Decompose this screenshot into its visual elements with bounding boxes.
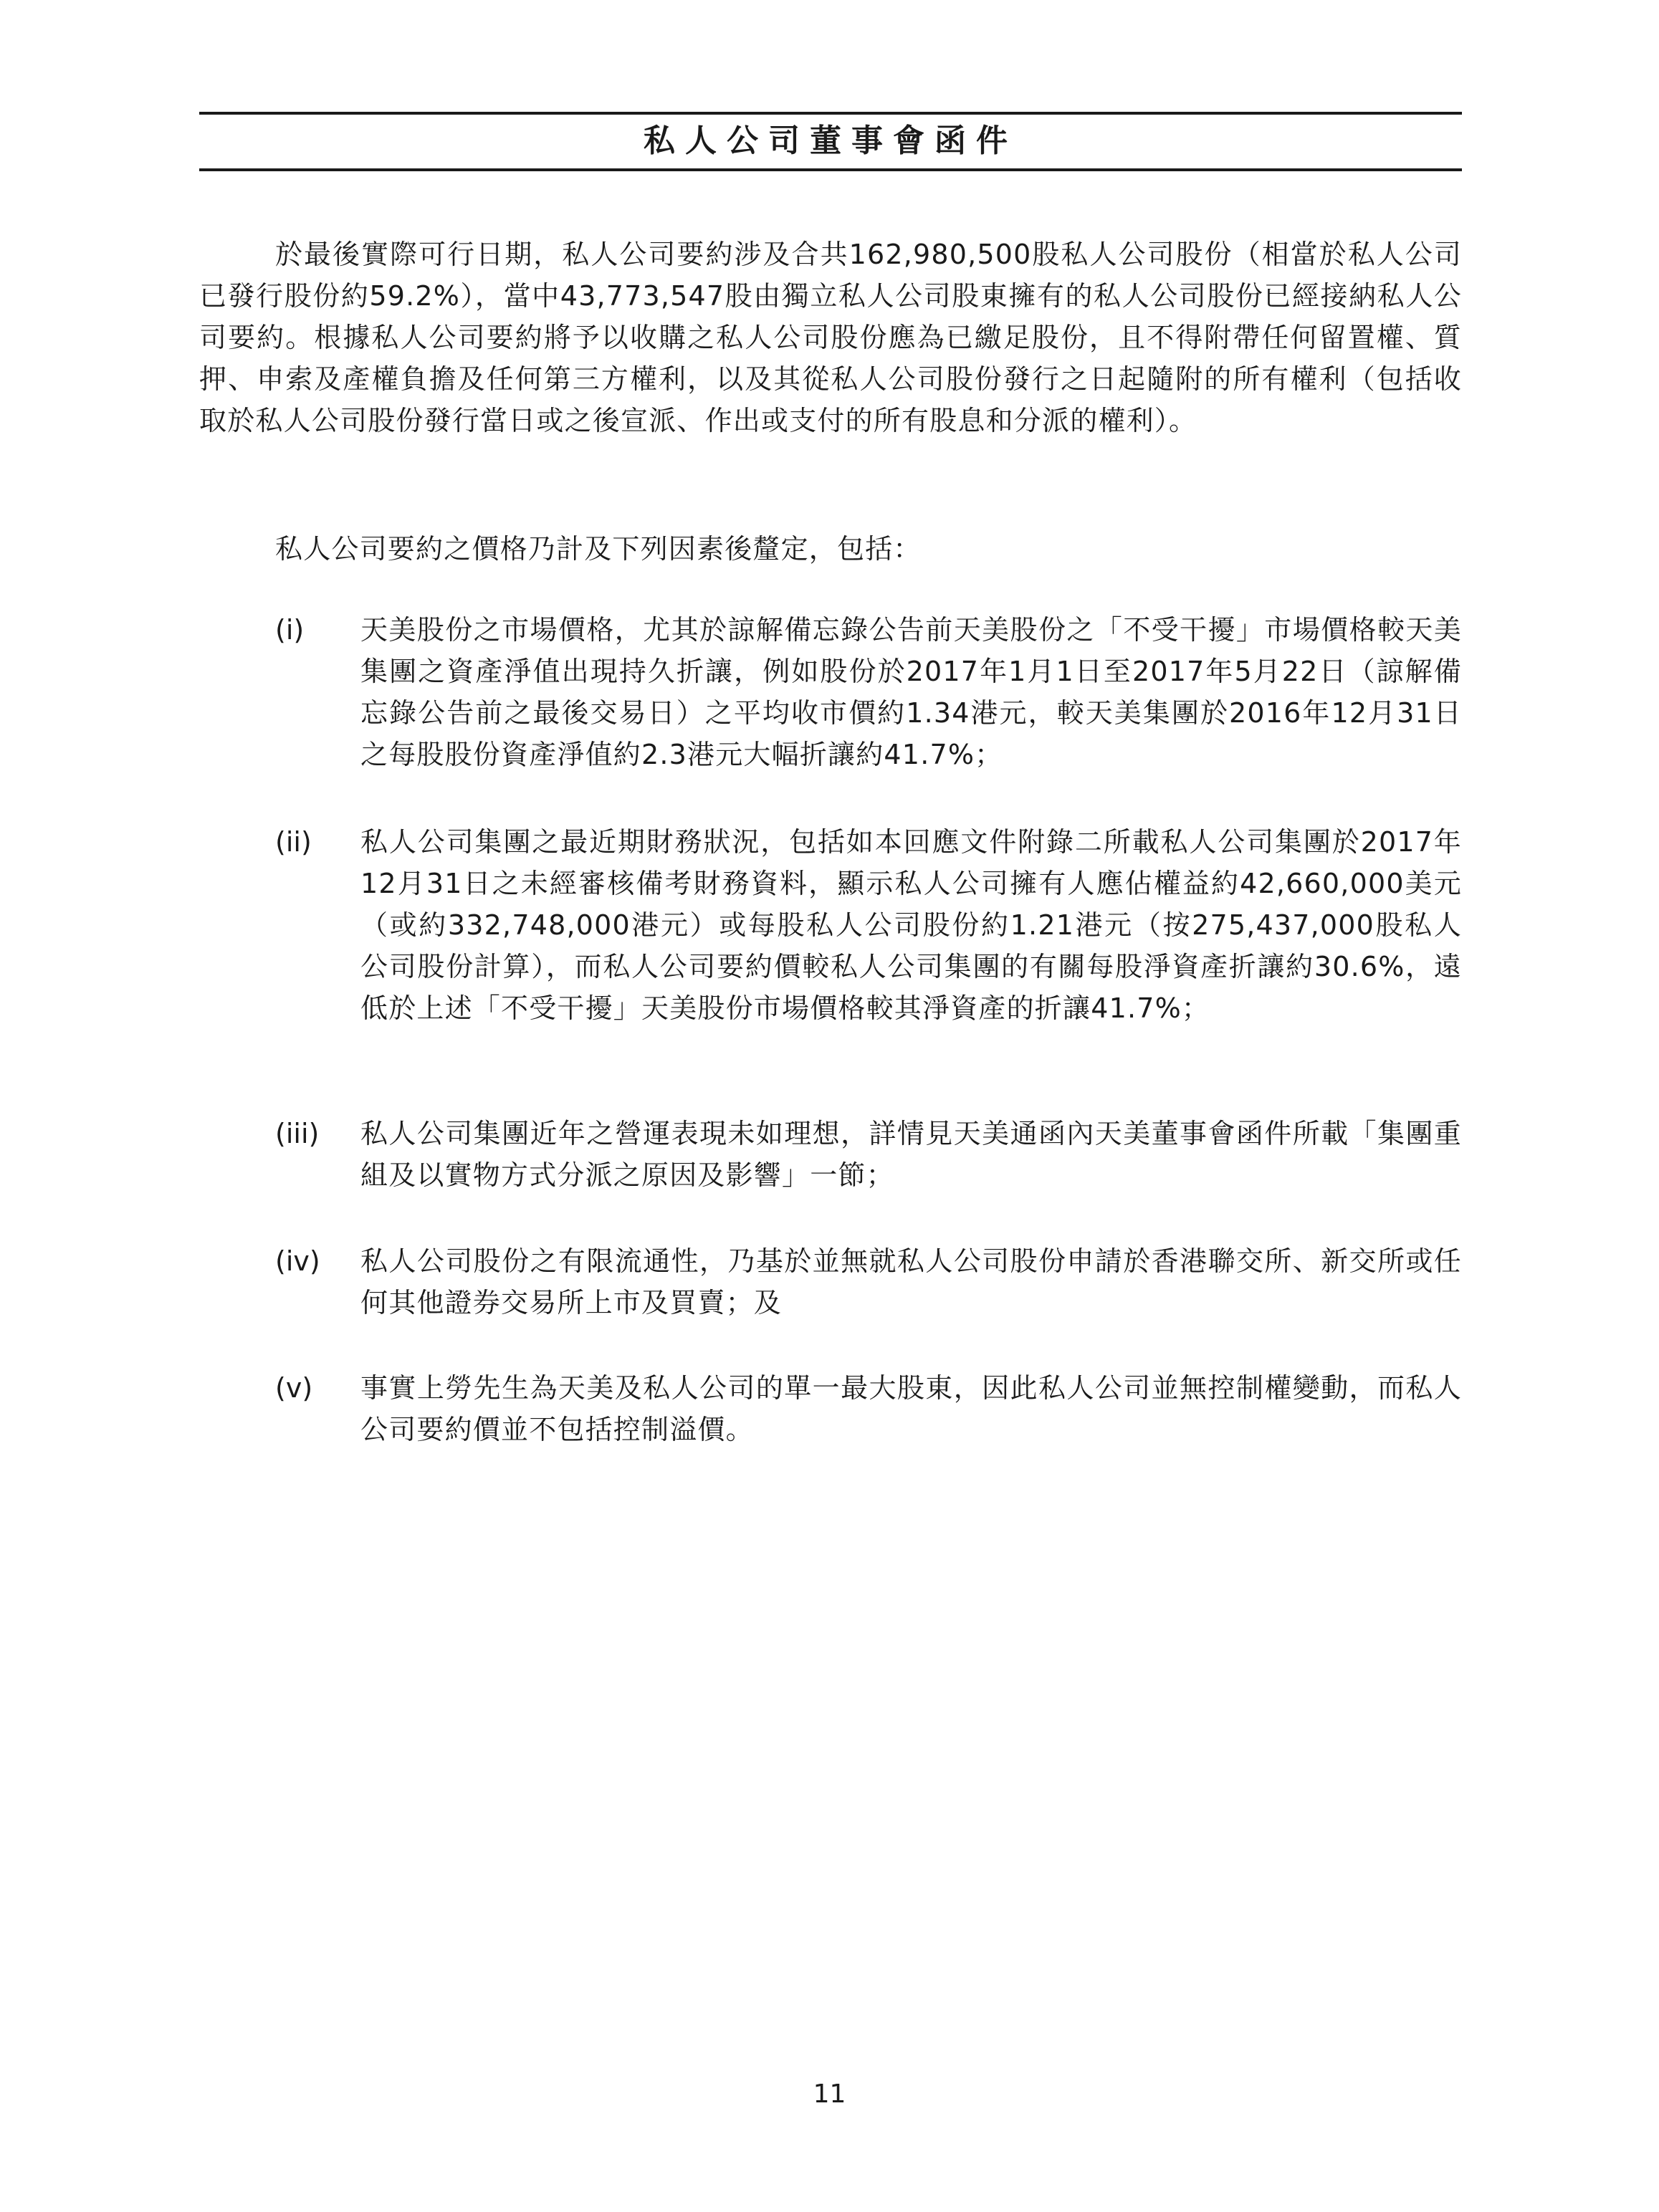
list-item-text: 私人公司集團之最近期財務狀況，包括如本回應文件附錄二所載私人公司集團於2017年12月31日之未經審核備考財務資料，顯示私人公司擁有人應佔權益約42,660,000美元（或約332,748,000港元）或每股私人公司股份約1.21港元（按275,437,000股私人公司股份計算），而私人公司要約價較私人公司集團的有關每股淨資產折讓約30.6%，遠低於上述「不受干擾」天美股份市場價格較其淨資產的折讓41.7%； bbox=[360, 826, 1462, 1024]
list-item-text: 私人公司股份之有限流通性，乃基於並無就私人公司股份申請於香港聯交所、新交所或任何其他證券交易所上市及買賣；及 bbox=[360, 1245, 1462, 1318]
list-item-marker: (i) bbox=[275, 614, 305, 646]
header-top-rule bbox=[199, 112, 1462, 115]
list-item-marker: (iv) bbox=[275, 1245, 320, 1277]
page-title: 私人公司董事會函件 bbox=[644, 123, 1018, 159]
list-item-text: 事實上勞先生為天美及私人公司的單一最大股東，因此私人公司並無控制權變動，而私人公司要約價並不包括控制溢價。 bbox=[360, 1372, 1462, 1445]
list-item-marker: (ii) bbox=[275, 826, 312, 858]
list-item-text: 私人公司集團近年之營運表現未如理想，詳情見天美通函內天美董事會函件所載「集團重組及以實物方式分派之原因及影響」一節； bbox=[360, 1118, 1462, 1191]
list-item-marker: (iii) bbox=[275, 1118, 320, 1149]
page-number: 11 bbox=[813, 2079, 846, 2109]
list-item-marker: (v) bbox=[275, 1372, 313, 1404]
list-item-text: 天美股份之市場價格，尤其於諒解備忘錄公告前天美股份之「不受干擾」市場價格較天美集團之資產淨值出現持久折讓，例如股份於2017年1月1日至2017年5月22日（諒解備忘錄公告前之最後交易日）之平均收市價約1.34港元，較天美集團於2016年12月31日之每股股份資產淨值約2.3港元大幅折讓約41.7%； bbox=[360, 614, 1462, 770]
body-paragraph-2: 私人公司要約之價格乃計及下列因素後釐定，包括： bbox=[275, 533, 922, 565]
body-paragraph-1: 於最後實際可行日期，私人公司要約涉及合共162,980,500股私人公司股份（相當於私人公司已發行股份約59.2%），當中43,773,547股由獨立私人公司股東擁有的私人公司股份已經接納私人公司要約。根據私人公司要約將予以收購之私人公司股份應為已繳足股份，且不得附帶任何留置權、質押、申索及產權負擔及任何第三方權利，以及其從私人公司股份發行之日起隨附的所有權利（包括收取於私人公司股份發行當日或之後宣派、作出或支付的所有股息和分派的權利）。 bbox=[199, 239, 1462, 436]
header-bottom-rule bbox=[199, 168, 1462, 171]
